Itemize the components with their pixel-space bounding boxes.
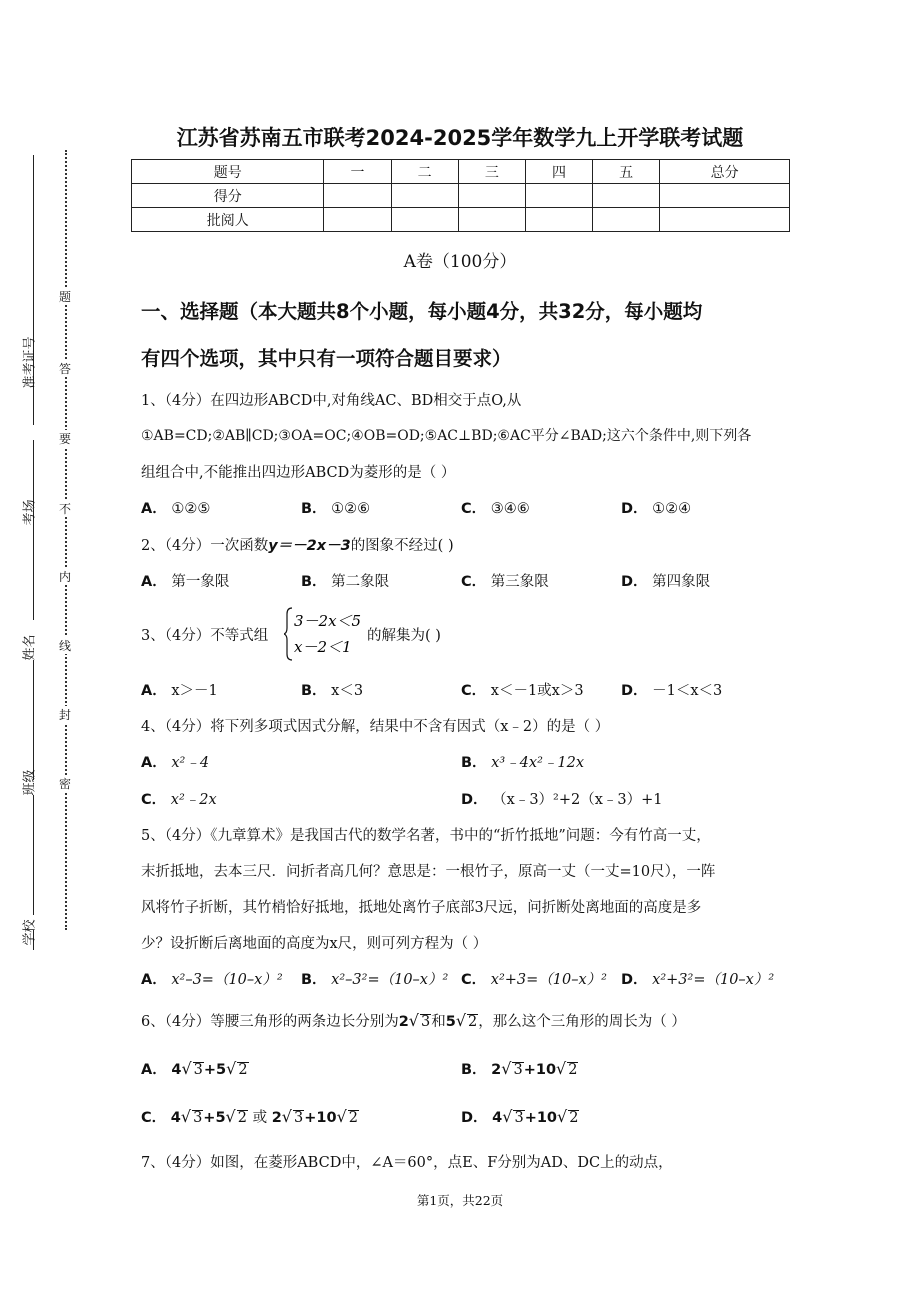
score-header-cell: 三: [458, 160, 525, 184]
page-footer: 第1页，共22页: [416, 1193, 504, 1208]
class-line: [33, 795, 34, 915]
score-cell: [391, 208, 458, 232]
score-header-cell: 题号: [132, 160, 324, 184]
section-heading-line2: 有四个选项，其中只有一项符合题目要求）: [141, 347, 512, 370]
score-cell: [458, 208, 525, 232]
volume-heading: A卷（100分）: [403, 252, 517, 272]
q6-stem: 6、（4分）等腰三角形的两条边长分别为2√ 3和5√ 2，那么这个三角形的周长为（ ）: [141, 1011, 686, 1030]
exam-number-label: 准考证号: [22, 336, 38, 389]
seal-char: 不: [58, 502, 71, 516]
seal-char: 密: [58, 777, 71, 791]
q2-stem: 2、（4分）一次函数y＝－2x－3的图象不经过( ): [141, 538, 454, 554]
score-cell: [391, 184, 458, 208]
name-label: 姓名: [22, 634, 38, 661]
seal-char: 封: [58, 708, 71, 722]
score-header-cell: 五: [593, 160, 660, 184]
q3-option-a: A． x＞－1: [141, 683, 218, 699]
seal-char: 内: [58, 570, 71, 584]
score-cell: [525, 184, 592, 208]
q3-option-b: B． x＜3: [301, 683, 364, 699]
score-cell: [525, 208, 592, 232]
exam-room-label: 考场: [22, 499, 38, 526]
q5-line4: 少？设折断后离地面的高度为x尺，则可列方程为（ ）: [141, 936, 488, 952]
q1-option-a: A． ①②⑤: [141, 501, 211, 517]
q1-option-b: B． ①②⑥: [301, 501, 371, 517]
q1-line2: ①AB=CD;②AB∥CD;③OA=OC;④OB=OD;⑤AC⊥BD;⑥AC平分∠BAD;这六个条件中,则下列各: [141, 428, 752, 444]
q5-option-c: C． x²+3=（10–x）²: [461, 972, 607, 988]
score-header-cell: 四: [525, 160, 592, 184]
section-heading-line1: 一、选择题（本大题共8个小题，每小题4分，共32分，每小题均: [141, 300, 703, 323]
q5-option-d: D． x²+3²=（10–x）²: [621, 972, 775, 988]
seal-char: 答: [58, 362, 71, 376]
q2-option-d: D． 第四象限: [621, 574, 711, 590]
seal-char: 题: [58, 290, 71, 304]
score-cell: [324, 208, 391, 232]
score-cell: [458, 184, 525, 208]
seal-char: 线: [58, 639, 71, 653]
q1-option-d: D． ①②④: [621, 501, 692, 517]
inequality-2: x－2＜1: [294, 638, 352, 656]
score-cell: [660, 184, 790, 208]
q3-prefix: 3、（4分）不等式组: [141, 628, 269, 644]
reviewer-row-label: 批阅人: [132, 208, 324, 232]
q2-option-b: B． 第二象限: [301, 574, 390, 590]
q5-option-b: B． x²–3²=（10–x）²: [301, 972, 449, 988]
score-header-cell: 总分: [660, 160, 790, 184]
q5-line3: 风将竹子折断，其竹梢恰好抵地，抵地处离竹子底部3尺远，问折断处离地面的高度是多: [141, 900, 702, 916]
q6-option-d: D． 4√ 3+10√ 2: [461, 1107, 579, 1126]
q1-option-c: C． ③④⑥: [461, 501, 530, 517]
q4-option-b: B． x³﹣4x²﹣12x: [461, 755, 585, 771]
score-header-cell: 二: [391, 160, 458, 184]
inequality-1: 3－2x＜5: [294, 612, 362, 630]
q5-option-a: A． x²–3=（10–x）²: [141, 972, 283, 988]
score-table: [131, 159, 790, 232]
q1-line1: 1、（4分）在四边形ABCD中,对角线AC、BD相交于点O,从: [141, 393, 522, 409]
score-row: [132, 184, 790, 208]
q4-stem: 4、（4分）将下列多项式因式分解，结果中不含有因式（x﹣2）的是（ ）: [141, 719, 610, 735]
q4-option-d: D． （x﹣3）²+2（x﹣3）+1: [461, 792, 663, 808]
q3-option-d: D． －1＜x＜3: [621, 683, 723, 699]
seal-char: 要: [58, 432, 71, 446]
q4-option-c: C． x²﹣2x: [141, 792, 217, 808]
school-label: 学校: [22, 919, 38, 946]
page-title: 江苏省苏南五市联考2024-2025学年数学九上开学联考试题: [176, 126, 744, 150]
score-cell: [324, 184, 391, 208]
q2-option-a: A． 第一象限: [141, 574, 230, 590]
q5-line1: 5、（4分）《九章算术》是我国古代的数学名著，书中的“折竹抵地”问题：今有竹高一丈，: [141, 828, 711, 844]
q2-option-c: C． 第三象限: [461, 574, 549, 590]
q6-option-c: C． 4√ 3+5√ 2 或 2√ 3+10√ 2: [141, 1107, 358, 1126]
class-label: 班级: [22, 769, 38, 796]
q3-option-c: C． x＜－1或x＞3: [461, 683, 584, 699]
q6-option-a: A． 4√ 3+5√ 2: [141, 1059, 248, 1078]
score-header-row: [132, 160, 790, 184]
score-cell: [660, 208, 790, 232]
score-row-label: 得分: [132, 184, 324, 208]
inequality-system: [284, 606, 374, 662]
brace-shape: [284, 608, 292, 660]
q4-option-a: A． x²﹣4: [141, 755, 210, 771]
q6-option-b: B． 2√ 3+10√ 2: [461, 1059, 578, 1078]
q5-line2: 末折抵地，去本三尺．问折者高几何？意思是：一根竹子，原高一丈（一丈=10尺），一阵: [141, 864, 716, 880]
reviewer-row: [132, 208, 790, 232]
q3-suffix: 的解集为( ): [367, 628, 441, 644]
score-cell: [593, 184, 660, 208]
score-cell: [593, 208, 660, 232]
q7-stem: 7、（4分）如图，在菱形ABCD中，∠A＝60°，点E、F分别为AD、DC上的动点，: [141, 1155, 673, 1171]
q1-line3: 组组合中,不能推出四边形ABCD为菱形的是（ ）: [141, 465, 456, 481]
score-header-cell: 一: [324, 160, 391, 184]
